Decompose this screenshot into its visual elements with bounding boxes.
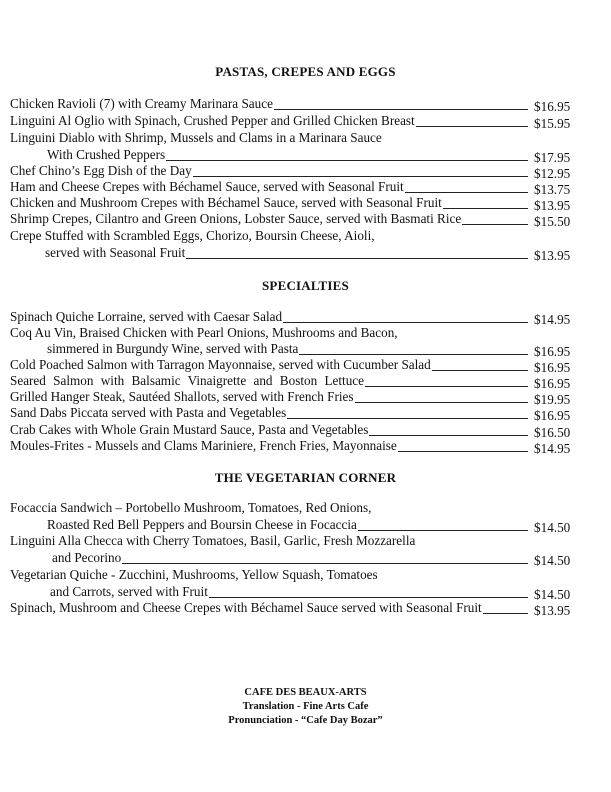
- item-price: $14.95: [534, 441, 571, 456]
- item-name: Crepe Stuffed with Scrambled Eggs, Chorizo, Boursin Cheese, Aioli,: [10, 228, 375, 243]
- section-title-pastas: PASTAS, CREPES AND EGGS: [215, 64, 396, 79]
- menu-item: [10, 389, 602, 405]
- item-name: Roasted Red Bell Peppers and Boursin Cheese in Focaccia: [10, 517, 358, 533]
- menu-item: [10, 113, 602, 129]
- item-price: $14.95: [534, 312, 571, 327]
- menu-item: [10, 438, 602, 454]
- item-name: and Pecorino: [10, 550, 122, 566]
- item-name: Linguini Al Oglio with Spinach, Crushed Pepper and Grilled Chicken Breast: [10, 113, 415, 128]
- menu-item: [10, 195, 602, 211]
- item-price: $16.95: [534, 344, 571, 359]
- item-name: Linguini Diablo with Shrimp, Mussels and Clams in a Marinara Sauce: [10, 130, 382, 145]
- item-name: Vegetarian Quiche - Zucchini, Mushrooms, Yellow Squash, Tomatoes: [10, 567, 378, 582]
- menu-item: [10, 96, 602, 112]
- footer-cafe-name: CAFE DES BEAUX-ARTS: [244, 687, 367, 698]
- menu-item: [10, 341, 602, 357]
- item-name: Spinach, Mushroom and Cheese Crepes with Béchamel Sauce served with Seasonal Fruit: [10, 600, 482, 615]
- item-price: $13.95: [534, 603, 571, 618]
- footer-translation: Translation - Fine Arts Cafe: [242, 701, 369, 712]
- menu-item: [10, 533, 602, 549]
- item-name: served with Seasonal Fruit: [10, 245, 186, 261]
- menu-item: [10, 373, 602, 389]
- item-price: $17.95: [534, 150, 571, 165]
- menu-item: [10, 584, 602, 600]
- menu-item: [10, 500, 602, 516]
- item-name: Focaccia Sandwich – Portobello Mushroom, Tomatoes, Red Onions,: [10, 500, 372, 515]
- item-price: $16.95: [534, 376, 571, 391]
- menu-item: [10, 600, 602, 616]
- item-price: $13.75: [534, 182, 571, 197]
- item-price: $12.95: [534, 166, 571, 181]
- item-name: Seared Salmon with Balsamic Vinaigrette and Boston Lettuce: [10, 373, 365, 388]
- item-name: Ham and Cheese Crepes with Béchamel Sauce, served with Seasonal Fruit: [10, 179, 404, 194]
- item-price: $19.95: [534, 392, 571, 407]
- item-name: Cold Poached Salmon with Tarragon Mayonnaise, served with Cucumber Salad: [10, 357, 431, 372]
- item-name: Linguini Alla Checca with Cherry Tomatoes, Basil, Garlic, Fresh Mozzarella: [10, 533, 416, 548]
- item-price: $15.95: [534, 116, 571, 131]
- item-name: Crab Cakes with Whole Grain Mustard Sauce, Pasta and Vegetables: [10, 422, 369, 437]
- menu-item: [10, 130, 602, 146]
- menu-item: [10, 245, 602, 261]
- item-name: Sand Dabs Piccata served with Pasta and Vegetables: [10, 405, 287, 420]
- item-price: $14.50: [534, 520, 571, 535]
- item-name: Chef Chino’s Egg Dish of the Day: [10, 163, 192, 178]
- menu-item: [10, 567, 602, 583]
- menu-item: [10, 422, 602, 438]
- menu-item: [10, 179, 602, 195]
- menu-item: [10, 405, 602, 421]
- footer-pronunciation: Pronunciation - “Cafe Day Bozar”: [228, 715, 383, 726]
- menu-item: [10, 163, 602, 179]
- item-price: $16.95: [534, 360, 571, 375]
- menu-item: [10, 325, 602, 341]
- menu-item: [10, 357, 602, 373]
- item-name: With Crushed Peppers: [10, 147, 166, 163]
- item-name: Chicken and Mushroom Crepes with Béchamel Sauce, served with Seasonal Fruit: [10, 195, 442, 210]
- item-name: simmered in Burgundy Wine, served with Pasta: [10, 341, 299, 357]
- item-price: $16.95: [534, 408, 571, 423]
- menu-item: [10, 550, 602, 566]
- menu-item: [10, 211, 602, 227]
- item-price: $15.50: [534, 214, 571, 229]
- item-name: Moules-Frites - Mussels and Clams Mariniere, French Fries, Mayonnaise: [10, 438, 397, 453]
- item-price: $16.95: [534, 99, 571, 114]
- item-price: $13.95: [534, 248, 571, 263]
- menu-item: [10, 147, 602, 163]
- item-price: $14.50: [534, 587, 571, 602]
- item-name: Spinach Quiche Lorraine, served with Caesar Salad: [10, 309, 283, 324]
- section-title-vegetarian: THE VEGETARIAN CORNER: [214, 470, 397, 485]
- menu-item: [10, 309, 602, 325]
- item-name: Coq Au Vin, Braised Chicken with Pearl Onions, Mushrooms and Bacon,: [10, 325, 398, 340]
- item-name: Shrimp Crepes, Cilantro and Green Onions, Lobster Sauce, served with Basmati Rice: [10, 211, 462, 226]
- item-name: Chicken Ravioli (7) with Creamy Marinara Sauce: [10, 96, 273, 111]
- item-name: and Carrots, served with Fruit: [10, 584, 209, 600]
- section-title-specialties: SPECIALTIES: [262, 278, 349, 293]
- item-price: $16.50: [534, 425, 571, 440]
- item-price: $14.50: [534, 553, 571, 568]
- menu-item: [10, 228, 602, 244]
- item-price: $13.95: [534, 198, 571, 213]
- menu-item: [10, 517, 602, 533]
- item-name: Grilled Hanger Steak, Sautéed Shallots, served with French Fries: [10, 389, 354, 404]
